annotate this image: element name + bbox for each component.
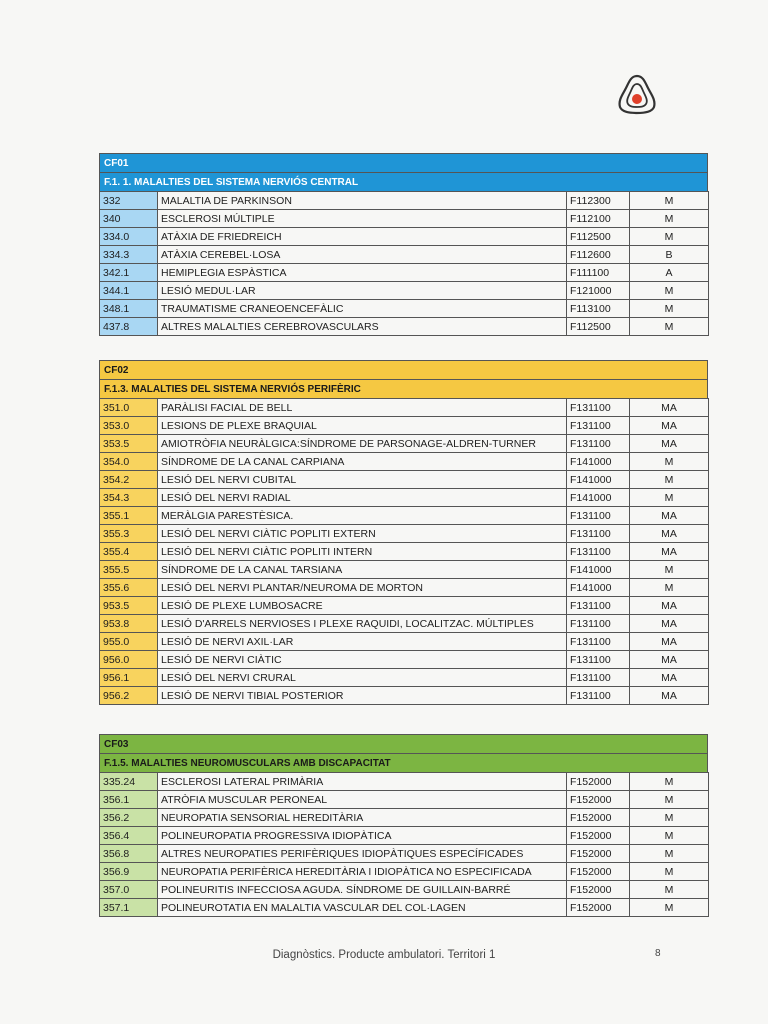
diagnosis-table [99,191,709,336]
level: M [630,773,709,791]
functional-code: F141000 [567,453,630,471]
diagnosis-name: POLINEUROPATIA PROGRESSIVA IDIOPÀTICA [158,827,567,845]
level: MA [630,525,709,543]
diagnosis-name: ATRÒFIA MUSCULAR PERONEAL [158,791,567,809]
table-row [100,543,709,561]
level: M [630,210,709,228]
functional-code: F131100 [567,435,630,453]
diagnosis-table [99,398,709,705]
functional-code: F152000 [567,899,630,917]
functional-code: F152000 [567,881,630,899]
diagnosis-code: 956.1 [100,669,158,687]
table-row [100,507,709,525]
level: M [630,318,709,336]
diagnosis-name: ESCLEROSI LATERAL PRIMÀRIA [158,773,567,791]
diagnosis-name: MALALTIA DE PARKINSON [158,192,567,210]
level: MA [630,669,709,687]
page-number: 8 [655,948,661,959]
functional-code: F152000 [567,845,630,863]
functional-code: F111100 [567,264,630,282]
functional-code: F112500 [567,228,630,246]
diagnosis-name: LESIÓ DEL NERVI CUBITAL [158,471,567,489]
diagnosis-code: 355.4 [100,543,158,561]
diagnosis-name: AMIOTRÒFIA NEURÀLGICA:SÍNDROME DE PARSONAGE-ALDREN-TURNER [158,435,567,453]
level: MA [630,417,709,435]
table-row [100,417,709,435]
table-row [100,264,709,282]
diagnosis-name: SÍNDROME DE LA CANAL TARSIANA [158,561,567,579]
diagnosis-name: MERÀLGIA PARESTÈSICA. [158,507,567,525]
level: M [630,228,709,246]
table-row [100,318,709,336]
table-row [100,597,709,615]
diagnosis-code: 356.4 [100,827,158,845]
table-row [100,651,709,669]
diagnosis-table [99,772,709,917]
table-row [100,453,709,471]
diagnosis-code: 357.0 [100,881,158,899]
functional-code: F131100 [567,615,630,633]
diagnosis-code: 437.8 [100,318,158,336]
diagnosis-code: 351.0 [100,399,158,417]
table-row [100,561,709,579]
table-row [100,300,709,318]
level: MA [630,633,709,651]
diagnosis-code: 354.2 [100,471,158,489]
table-row [100,192,709,210]
functional-code: F131100 [567,669,630,687]
diagnosis-code: 956.0 [100,651,158,669]
level: M [630,300,709,318]
diagnosis-name: LESIÓ DE NERVI TIBIAL POSTERIOR [158,687,567,705]
functional-code: F141000 [567,489,630,507]
table-row [100,489,709,507]
diagnosis-name: LESIÓ DEL NERVI RADIAL [158,489,567,507]
diagnosis-name: LESIÓ DEL NERVI CIÀTIC POPLITI INTERN [158,543,567,561]
functional-code: F131100 [567,597,630,615]
table-row [100,687,709,705]
table-row [100,210,709,228]
level: B [630,246,709,264]
diagnosis-code: 334.3 [100,246,158,264]
diagnosis-name: LESIÓ DEL NERVI CRURAL [158,669,567,687]
table-row [100,633,709,651]
section-cf02 [99,360,708,705]
level: MA [630,507,709,525]
table-row [100,791,709,809]
diagnosis-code: 953.5 [100,597,158,615]
table-row [100,773,709,791]
diagnosis-code: 354.3 [100,489,158,507]
diagnosis-code: 340 [100,210,158,228]
diagnosis-code: 353.5 [100,435,158,453]
diagnosis-name: NEUROPATIA PERIFÈRICA HEREDITÀRIA I IDIOPÀTICA NO ESPECIFICADA [158,863,567,881]
functional-code: F131100 [567,687,630,705]
diagnosis-name: LESIONS DE PLEXE BRAQUIAL [158,417,567,435]
functional-code: F131100 [567,651,630,669]
section-id-band: CF01 [99,153,708,172]
level: M [630,561,709,579]
level: MA [630,543,709,561]
functional-code: F152000 [567,827,630,845]
functional-code: F152000 [567,863,630,881]
diagnosis-name: LESIÓ D'ARRELS NERVIOSES I PLEXE RAQUIDI, LOCALITZAC. MÚLTIPLES [158,615,567,633]
section-cf01 [99,153,708,336]
diagnosis-name: POLINEUROTATIA EN MALALTIA VASCULAR DEL COL·LAGEN [158,899,567,917]
diagnosis-code: 357.1 [100,899,158,917]
diagnosis-code: 355.6 [100,579,158,597]
diagnosis-name: LESIÓ DE NERVI AXIL·LAR [158,633,567,651]
table-row [100,827,709,845]
level: MA [630,687,709,705]
functional-code: F141000 [567,471,630,489]
functional-code: F112300 [567,192,630,210]
diagnosis-code: 356.1 [100,791,158,809]
diagnosis-code: 348.1 [100,300,158,318]
level: M [630,881,709,899]
diagnosis-name: LESIÓ DE NERVI CIÀTIC [158,651,567,669]
table-row [100,282,709,300]
functional-code: F131100 [567,543,630,561]
diagnosis-name: HEMIPLEGIA ESPÀSTICA [158,264,567,282]
section-cf03 [99,734,708,917]
table-row [100,579,709,597]
level: M [630,809,709,827]
functional-code: F131100 [567,399,630,417]
level: M [630,791,709,809]
functional-code: F141000 [567,561,630,579]
functional-code: F112500 [567,318,630,336]
functional-code: F112100 [567,210,630,228]
diagnosis-code: 356.8 [100,845,158,863]
section-title-band: F.1. 1. MALALTIES DEL SISTEMA NERVIÓS CENTRAL [99,172,708,191]
table-row [100,525,709,543]
level: M [630,579,709,597]
table-row [100,228,709,246]
diagnosis-name: SÍNDROME DE LA CANAL CARPIANA [158,453,567,471]
functional-code: F152000 [567,773,630,791]
diagnosis-code: 355.5 [100,561,158,579]
diagnosis-code: 334.0 [100,228,158,246]
table-row [100,471,709,489]
level: M [630,192,709,210]
level: M [630,845,709,863]
section-id-band: CF02 [99,360,708,379]
level: M [630,471,709,489]
level: M [630,489,709,507]
diagnosis-name: ESCLEROSI MÚLTIPLE [158,210,567,228]
diagnosis-code: 355.3 [100,525,158,543]
functional-code: F141000 [567,579,630,597]
level: A [630,264,709,282]
diagnosis-name: ATÀXIA CEREBEL·LOSA [158,246,567,264]
diagnosis-name: ATÀXIA DE FRIEDREICH [158,228,567,246]
table-row [100,863,709,881]
diagnosis-code: 355.1 [100,507,158,525]
level: MA [630,651,709,669]
table-row [100,246,709,264]
functional-code: F131100 [567,507,630,525]
diagnosis-name: LESIÓ DE PLEXE LUMBOSACRE [158,597,567,615]
level: MA [630,615,709,633]
section-title-band: F.1.5. MALALTIES NEUROMUSCULARS AMB DISCAPACITAT [99,753,708,772]
table-row [100,809,709,827]
diagnosis-name: LESIÓ MEDUL·LAR [158,282,567,300]
diagnosis-name: LESIÓ DEL NERVI PLANTAR/NEUROMA DE MORTON [158,579,567,597]
section-title-band: F.1.3. MALALTIES DEL SISTEMA NERVIÓS PERIFÈRIC [99,379,708,398]
level: MA [630,597,709,615]
diagnosis-code: 356.2 [100,809,158,827]
functional-code: F131100 [567,417,630,435]
functional-code: F112600 [567,246,630,264]
level: M [630,863,709,881]
diagnosis-code: 353.0 [100,417,158,435]
diagnosis-code: 356.9 [100,863,158,881]
level: M [630,899,709,917]
functional-code: F131100 [567,633,630,651]
diagnosis-code: 953.8 [100,615,158,633]
functional-code: F131100 [567,525,630,543]
diagnosis-code: 344.1 [100,282,158,300]
diagnosis-name: NEUROPATIA SENSORIAL HEREDITÀRIA [158,809,567,827]
diagnosis-name: POLINEURITIS INFECCIOSA AGUDA. SÍNDROME DE GUILLAIN-BARRÉ [158,881,567,899]
level: MA [630,435,709,453]
level: MA [630,399,709,417]
diagnosis-name: PARÀLISI FACIAL DE BELL [158,399,567,417]
diagnosis-name: TRAUMATISME CRANEOENCEFÀLIC [158,300,567,318]
level: M [630,827,709,845]
table-row [100,899,709,917]
section-id-band: CF03 [99,734,708,753]
table-row [100,845,709,863]
functional-code: F152000 [567,809,630,827]
diagnosis-code: 342.1 [100,264,158,282]
medical-society-logo [615,72,659,116]
diagnosis-code: 955.0 [100,633,158,651]
table-row [100,435,709,453]
functional-code: F113100 [567,300,630,318]
diagnosis-name: ALTRES MALALTIES CEREBROVASCULARS [158,318,567,336]
level: M [630,282,709,300]
footer-text: Diagnòstics. Producte ambulatori. Territori 1 [272,949,496,961]
table-row [100,615,709,633]
diagnosis-name: LESIÓ DEL NERVI CIÀTIC POPLITI EXTERN [158,525,567,543]
table-row [100,881,709,899]
table-row [100,399,709,417]
diagnosis-code: 354.0 [100,453,158,471]
diagnosis-name: ALTRES NEUROPATIES PERIFÈRIQUES IDIOPÀTIQUES ESPECÍFICADES [158,845,567,863]
diagnosis-code: 335.24 [100,773,158,791]
diagnosis-code: 332 [100,192,158,210]
table-row [100,669,709,687]
functional-code: F121000 [567,282,630,300]
level: M [630,453,709,471]
functional-code: F152000 [567,791,630,809]
diagnosis-code: 956.2 [100,687,158,705]
